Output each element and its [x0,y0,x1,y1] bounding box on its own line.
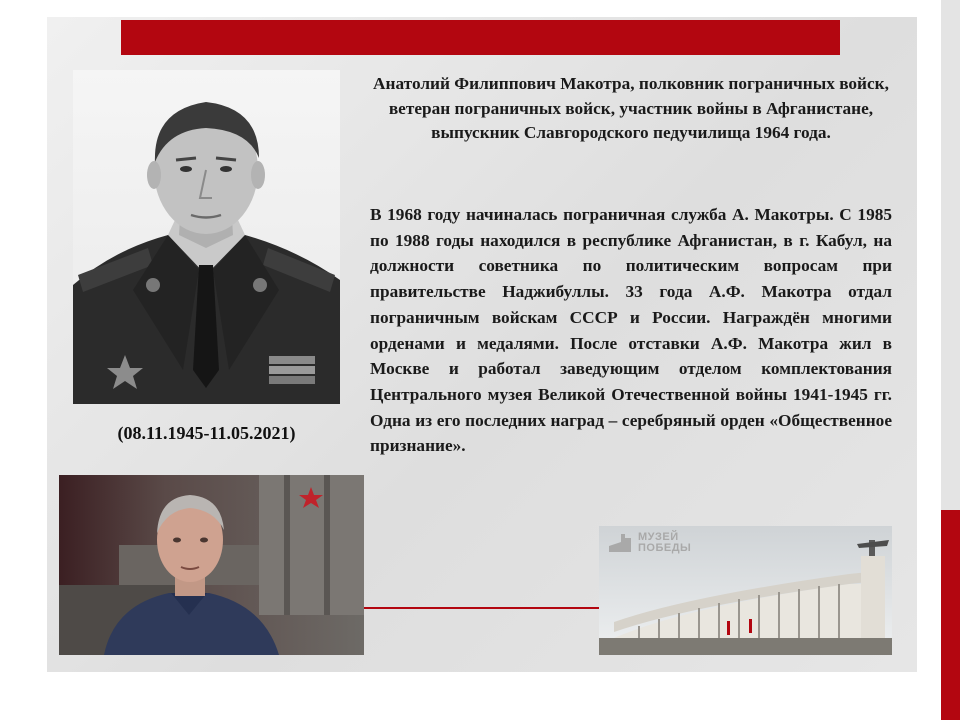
biography-text: В 1968 году начиналась пограничная служба А. Макотры. С 1985 по 1988 годы находился в республике Афганистан, в г. Кабул, на должности советника по политическим вопросам при правительстве Наджибуллы. 33 года А.Ф. Макотра отдал пограничным войскам СССР и России. Награждён многими орденами и медалями. После отставки А.Ф. Макотра жил в Москве и работал заведующим отделом комплектования Центрального музея Великой Отечественной войны 1941-1945 гг. Одна из его последних наград – серебряный орден «Общественное признание». [370,205,892,456]
person-heading: Анатолий Филиппович Макотра, полковник пограничных войск, ветеран пограничных войск, участник войны в Афганистане, выпускник Славгородского педучилища 1964 года. [373,74,889,142]
life-dates: (08.11.1945-11.05.2021) [117,423,296,443]
museum-logo-text [638,532,691,554]
interview-illustration [59,475,364,655]
interview-photo [59,475,364,655]
museum-photo [599,526,892,655]
museum-logo-icon [607,532,633,554]
museum-logo-line1: МУЗЕЙ [638,531,679,543]
portrait-illustration [73,70,340,404]
side-strip-red [941,510,960,720]
red-connector-line [364,607,600,609]
museum-logo [607,532,691,554]
portrait-photo [73,70,340,404]
museum-logo-line2: ПОБЕДЫ [638,542,692,554]
top-red-bar [121,20,840,55]
